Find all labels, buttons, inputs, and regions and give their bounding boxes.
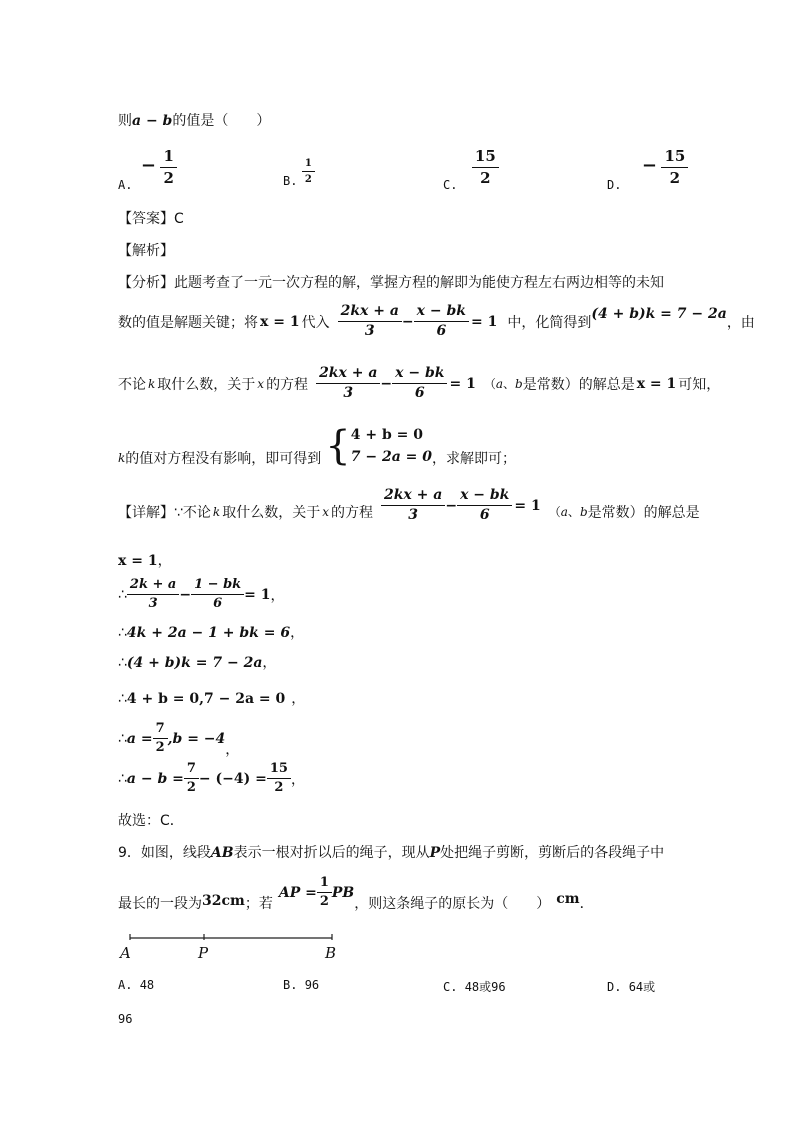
- q9-option-c: C. 48或96: [443, 980, 506, 994]
- q9-line1: 9．如图，线段AB表示一根对折以后的绳子，现从P处把绳子剪断，剪断后的各段绳子中: [118, 845, 665, 861]
- analysis-p3: 不论 k 取什么数，关于 x 的方程 $\frac{2kx + a}{3}$ − $\frac{x - bk}{6}$ = 1 （ a 、 b 是常数）的解总是 x = 1 可知，: [118, 365, 721, 402]
- answer: 【答案】C: [118, 211, 184, 227]
- q8-option-a: A. − $\frac{1}{2}$: [118, 148, 177, 186]
- q9-option-d: D. 64或: [607, 980, 656, 994]
- q8-option-d: D. − $\frac{15}{2}$: [607, 148, 688, 186]
- step-3: ∴(4 + b)k = 7 − 2a，: [118, 655, 277, 671]
- q8-prompt: 则a − b的值是（ ）: [118, 113, 271, 129]
- q9-option-d-wrap: 96: [118, 1012, 133, 1026]
- analysis-p4: k 的值对方程没有影响，即可得到 { 4 + b = 0 7 − 2a = 0 ，求解即可；: [118, 423, 516, 470]
- q8-option-c: C. $\frac{15}{2}$: [443, 148, 499, 186]
- step-4: ∴4 + b = 0,7 − 2a = 0 ，: [118, 691, 306, 707]
- label-b: B: [325, 944, 337, 962]
- label-a: A: [120, 944, 131, 962]
- step-2: ∴4k + 2a − 1 + bk = 6，: [118, 625, 305, 641]
- label-p: P: [198, 944, 209, 962]
- segment-figure: [118, 930, 348, 966]
- detail-x1: x = 1，: [118, 553, 172, 569]
- segment-diagram: [118, 930, 348, 966]
- q9-line2: 最长的一段为 32cm ；若 AP = $\frac{1}{2}$ PB ，则这条绳子的原长为（ ） cm ．: [118, 875, 594, 912]
- analysis-p2: 数的值是解题关键；将 x = 1 代入 $\frac{2kx + a}{3}$ − $\frac{x - bk}{6}$ = 1 中，化简得到 (4 + b)k = 7 − 2a ，由: [118, 303, 755, 340]
- choose-c: 故选：C．: [118, 813, 184, 829]
- step-6: ∴ a − b = $\frac{7}{2}$ − (−4) = $\frac{15}{2}$ ，: [118, 761, 305, 796]
- step-5: ∴ a = $\frac{7}{2}$ ,b = −4 ，: [118, 721, 240, 758]
- q9-option-a: A. 48: [118, 978, 155, 992]
- q9-option-b: B. 96: [283, 978, 320, 992]
- analysis-p1: 【分析】此题考查了一元一次方程的解，掌握方程的解即为能使方程左右两边相等的未知: [118, 275, 664, 291]
- q8-option-b: B. $\frac{1}{2}$: [283, 158, 315, 185]
- step-1: ∴ $\frac{2k + a}{3}$ − $\frac{1 - bk}{6}$ = 1 ，: [118, 577, 285, 612]
- detail-p1: 【详解】∵不论 k 取什么数，关于 x 的方程 $\frac{2kx + a}{3}$ − $\frac{x - bk}{6}$ = 1 （ a 、 b 是常数）的解总是: [118, 487, 700, 524]
- analysis-title: 【解析】: [118, 243, 174, 259]
